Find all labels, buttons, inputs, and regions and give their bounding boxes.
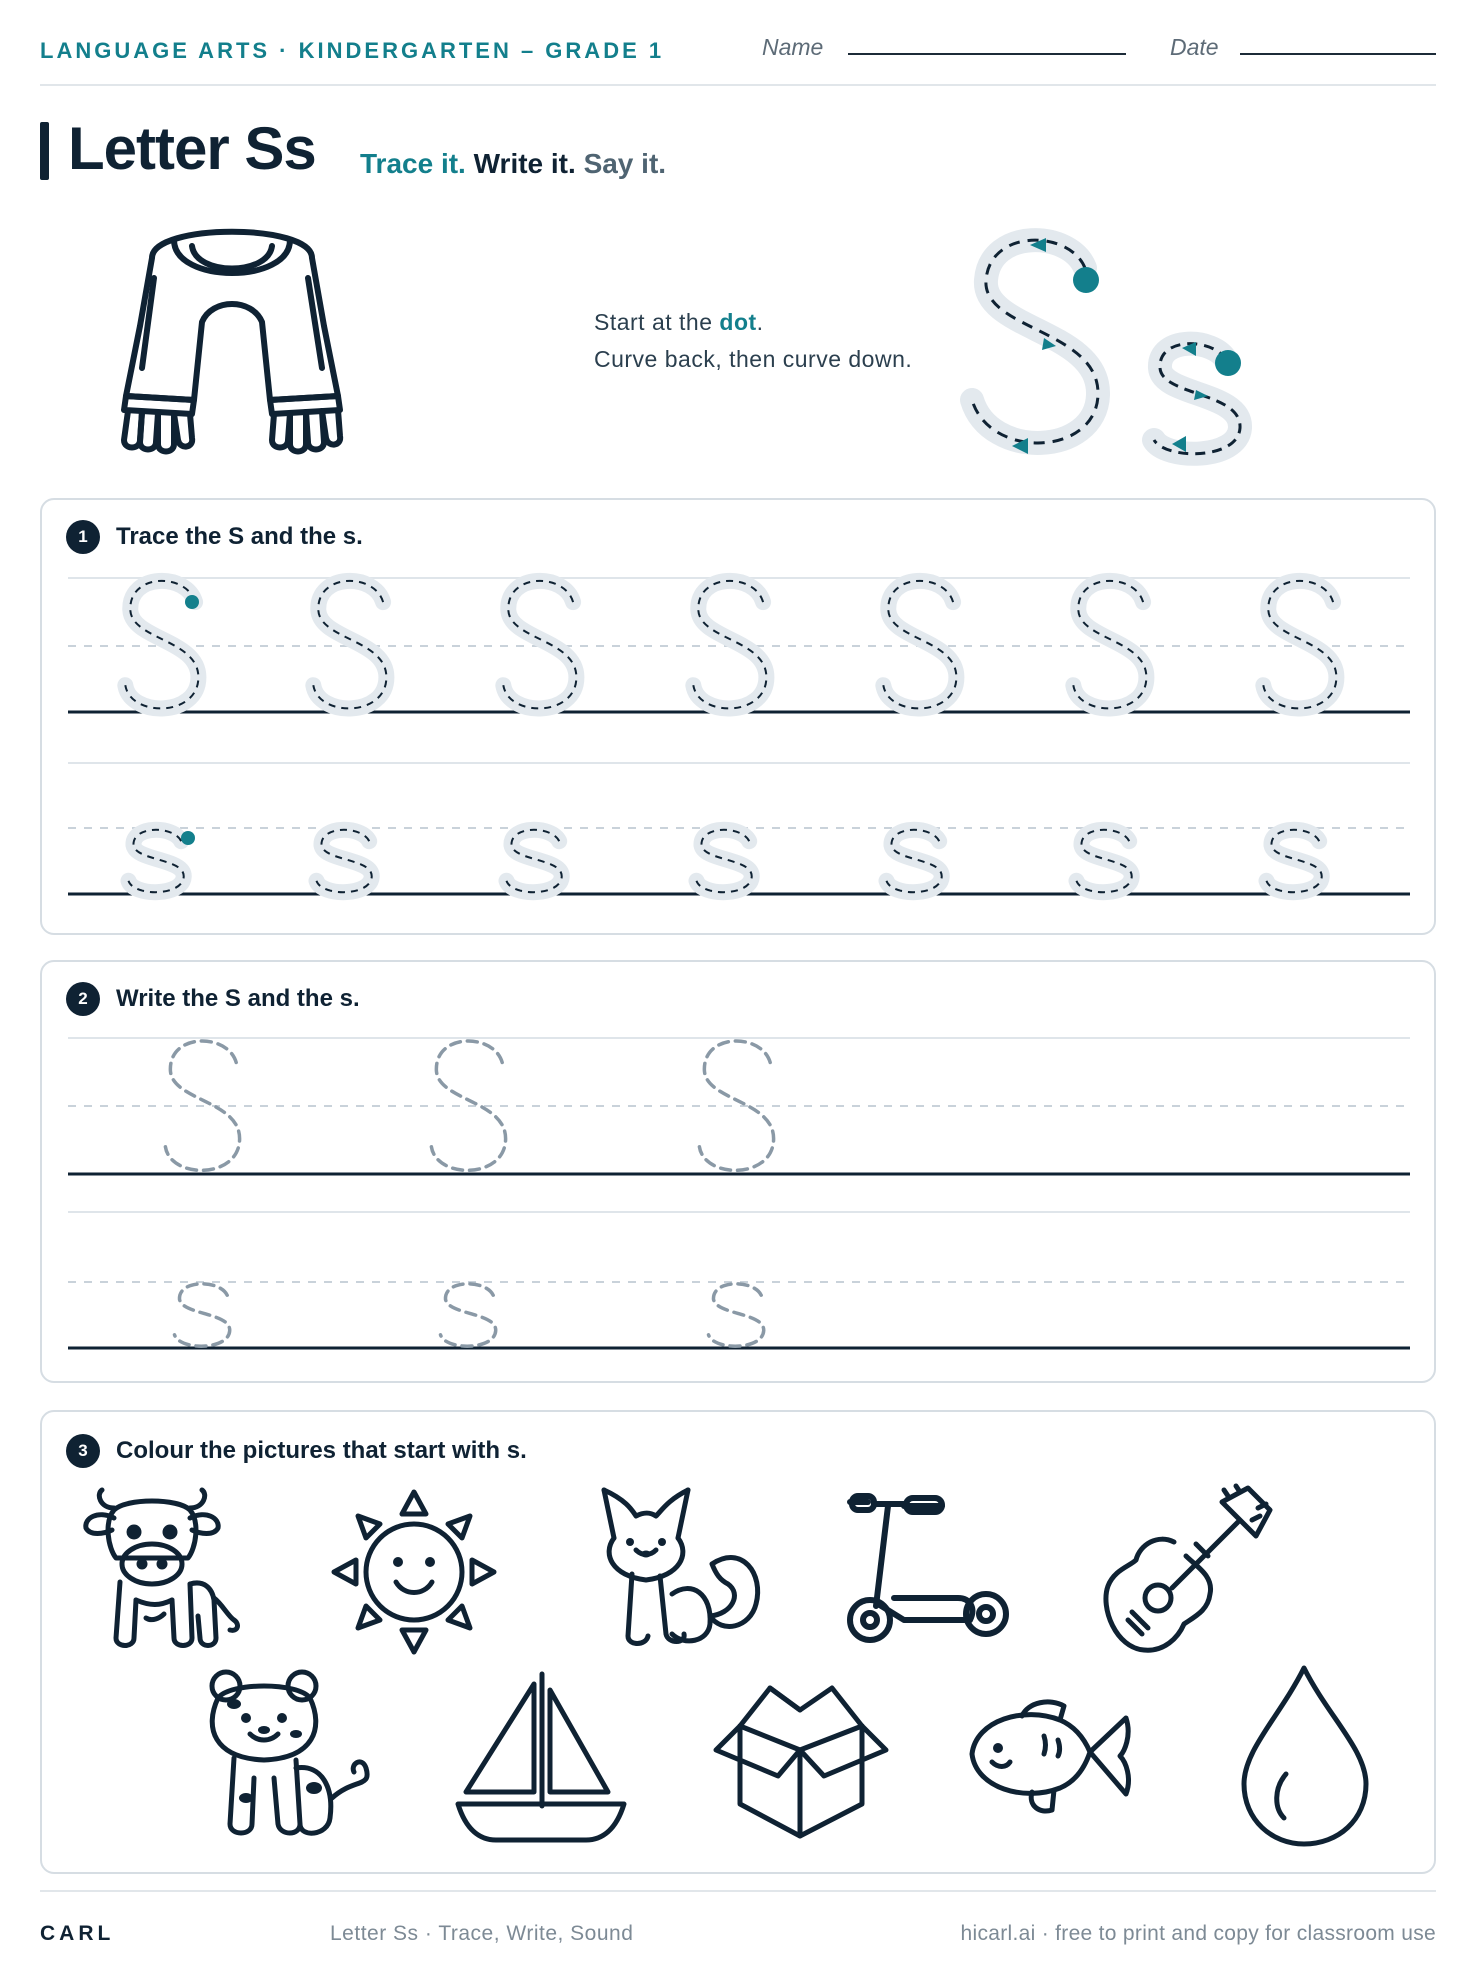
drop-icon[interactable] (1240, 1664, 1370, 1848)
section-number: 1 (66, 520, 100, 554)
trace-uppercase-s-fill (313, 581, 386, 709)
trace-uppercase-s-fill (883, 581, 956, 709)
footer-title: Letter Ss · Trace, Write, Sound (330, 1922, 634, 1945)
instruction-dot-word: dot (719, 309, 757, 335)
instruction-line-2: Curve back, then curve down. (594, 346, 913, 372)
footer-credit: hicarl.ai · free to print and copy for classroom use (960, 1922, 1436, 1945)
box-icon[interactable] (714, 1680, 888, 1840)
colour-section-heading (66, 1434, 527, 1468)
trace-lowercase-s-fill (1267, 830, 1322, 892)
subject-kicker: LANGUAGE ARTS · KINDERGARTEN – GRADE 1 (40, 38, 665, 63)
section-instruction: Trace the S and the s. (116, 523, 363, 550)
section-instruction: Write the S and the s. (116, 985, 360, 1012)
leopard-icon[interactable] (204, 1668, 372, 1844)
trace-uppercase-s-fill (1073, 581, 1146, 709)
instruction-pre: Start at the (594, 309, 713, 335)
page-title: Letter Ss (68, 115, 316, 182)
date-label: Date (1170, 34, 1219, 60)
trace-uppercase-s-fill (693, 581, 766, 709)
fish-icon[interactable] (964, 1696, 1134, 1816)
write-section (40, 960, 1436, 1383)
trace-uppercase-s-fill (503, 581, 576, 709)
start-dot (181, 831, 195, 845)
brand-logo: CARL (40, 1922, 115, 1945)
name-label: Name (762, 34, 824, 60)
cow-icon[interactable] (80, 1488, 244, 1656)
footer-divider (40, 1890, 1436, 1892)
sun-icon[interactable] (330, 1488, 498, 1656)
subtitle-trace: Trace it. (360, 148, 466, 179)
scooter-icon[interactable] (846, 1494, 1016, 1650)
guitar-icon[interactable] (1100, 1484, 1274, 1658)
instruction-period: . (756, 309, 764, 335)
trace-uppercase-s-fill (1263, 581, 1336, 709)
sailboat-icon[interactable] (456, 1670, 626, 1844)
trace-lowercase-s-fill (129, 830, 184, 892)
subtitle-say: Say it. (583, 148, 667, 179)
trace-lowercase-s-fill (697, 830, 752, 892)
trace-lowercase-s-fill (317, 830, 372, 892)
start-dot (185, 595, 199, 609)
subtitle-write: Write it. (473, 148, 576, 179)
section-instruction: Colour the pictures that start with s. (116, 1437, 527, 1464)
trace-lowercase-s-fill (1077, 830, 1132, 892)
fox-icon[interactable] (592, 1484, 764, 1658)
write-section-heading (66, 982, 360, 1016)
trace-lowercase-s-fill (887, 830, 942, 892)
section-number: 3 (66, 1434, 100, 1468)
section-number: 2 (66, 982, 100, 1016)
trace-lowercase-s-fill (507, 830, 562, 892)
